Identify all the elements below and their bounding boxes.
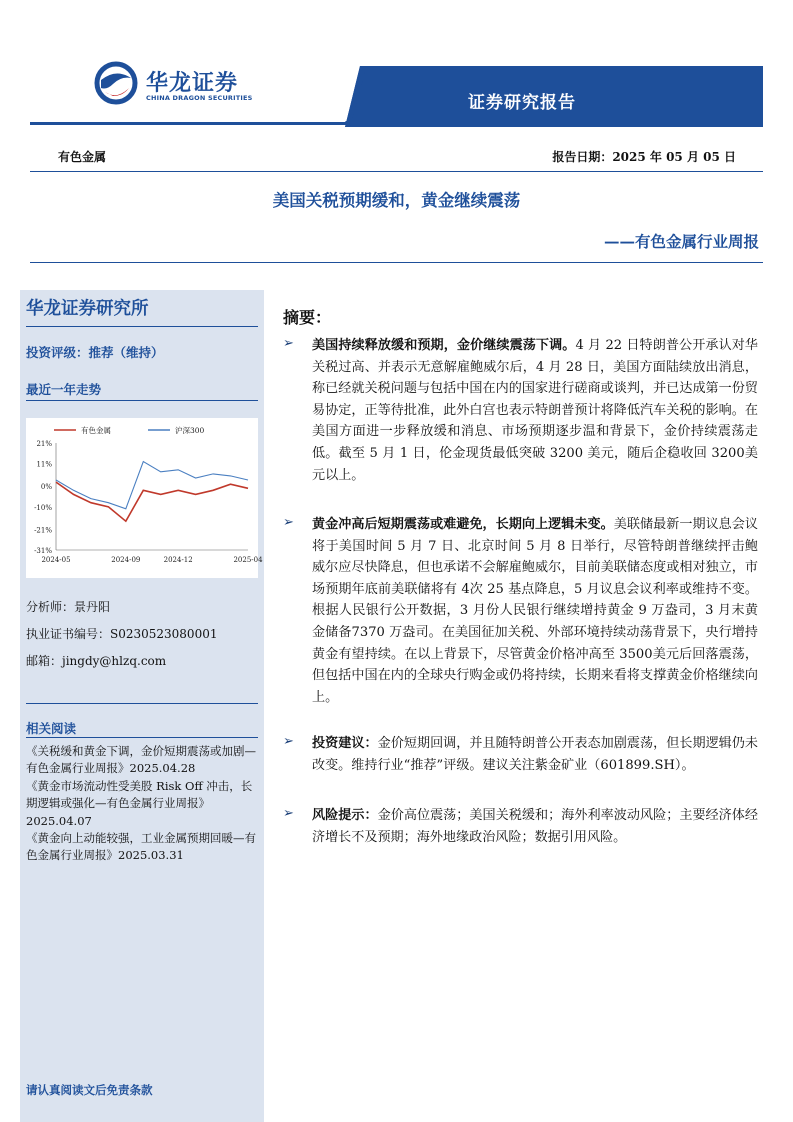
paragraph-line: 7370 万盎司。在美国征加关税、外部环境持续动荡背景下，央行 (351, 624, 732, 640)
summary-paragraph (312, 733, 758, 776)
paragraph-lead: 黄金冲高后短期震荡或难避免，长期向上逻辑未变。 (312, 517, 614, 532)
x-tick-label: 2025-04 (233, 556, 263, 564)
x-tick-label: 2024-05 (41, 556, 71, 564)
paragraph-line: 一期议息会议将于美国时间 5 月 7 日、北京时间 5 月 8 日举行， (312, 517, 759, 554)
paragraph-line: （601899.SH）。 (587, 757, 695, 773)
paragraph-line: 尔，目前美联储态度或相对独立，市场预期年底前美联储将有 4 (312, 560, 759, 597)
bullet-icon: ➢ (283, 734, 294, 749)
bullet-icon: ➢ (283, 806, 294, 821)
related-heading: 相关阅读 (26, 721, 77, 736)
divider (26, 326, 258, 327)
paragraph-line: 增持黄金有望持续。在以上背景下，尽管黄金价格冲高至 3500 (312, 624, 759, 662)
paragraph-line: 美元后回落震荡，但包括中国在内的全球央行购金或仍将持续， (312, 646, 759, 684)
paragraph-line: 次 25 基点降息，5 月议息会议利率或维持不变。根据人民银行公 (312, 581, 758, 619)
logo-english: CHINA DRAGON SECURITIES (146, 94, 253, 102)
institute-name: 华龙证券研究所 (26, 299, 149, 319)
paragraph-line: 长期来看将支撑黄金价格继续向上。 (312, 668, 759, 705)
paragraph-line: 美元以上。 (312, 445, 758, 483)
paragraph-line: 国方面陆续放出消息，称已经就关税问题与包括中国在内的国家 (312, 359, 759, 397)
paragraph-line: 步释放缓和消息、市场预期逐步温和背景下，金价持续震荡走低。 (312, 424, 759, 461)
sidebar (20, 290, 264, 1122)
related-item[interactable]: 《黄金向上动能较强，工业金属预期回暖—有色金属行业周报》2025.03.31 (26, 831, 256, 863)
paragraph-line: 尽管特朗普继续抨击鲍威尔应尽快降息，但也承诺不会解雇鲍威 (312, 538, 758, 576)
trend-heading: 最近一年走势 (26, 382, 102, 397)
divider (26, 703, 258, 704)
bullet-icon: ➢ (283, 336, 294, 351)
divider (26, 737, 258, 738)
paragraph-lead: 美国持续释放缓和预期，金价继续震荡下调。 (312, 338, 576, 353)
page-title: 美国关税预期缓和，黄金继续震荡 (272, 191, 521, 210)
paragraph-line: 4 月 22 日特朗普公 (575, 338, 693, 353)
analyst: 分析师：景丹阳 (26, 600, 111, 614)
paragraph-line: 白宫也表示特朗普预计将降低汽车关税的影响。在美国方面进一 (312, 402, 759, 440)
paragraph-line: 截至 5 月 1 日，伦金现货最低突破 3200 美元，随后企稳收回 3200 (338, 445, 745, 461)
paragraph-line: 进行磋商或谈判，并已达成第一份贸易协定，正等待批准，此外 (312, 381, 759, 418)
related-list (26, 743, 258, 865)
y-tick-label: -31% (34, 547, 52, 555)
summary-paragraph (312, 335, 758, 486)
page-subtitle: ——有色金属行业周报 (603, 232, 759, 251)
disclaimer-note: 请认真阅读文后免责条款 (26, 1083, 153, 1097)
y-tick-label: 11% (36, 460, 52, 469)
paragraph-line: 长期逻辑仍未改变。维持行业“推荐”评级。建议关注紫金矿业 (312, 736, 759, 773)
paragraph-line: 开数据，3 月份人民银行继续增持黄金 9 万盎司，3 月末黄金储备 (312, 603, 759, 640)
divider (30, 171, 763, 172)
divider (30, 262, 763, 263)
divider (26, 400, 258, 401)
paragraph-lead: 投资建议： (312, 736, 378, 751)
trend-chart (26, 418, 263, 578)
summary-label: 摘要： (283, 308, 332, 327)
related-item[interactable]: 《黄金市场流动性受美股 Risk Off 冲击，长期逻辑或强化—有色金属行业周报》2025.04.07 (26, 778, 253, 828)
sector-label: 有色金属 (58, 150, 107, 164)
related-item[interactable]: 《关税缓和黄金下调，金价短期震荡或加剧—有色金属行业周报》2025.04.28 (26, 744, 256, 776)
paragraph-line: 金价高位震荡；美国关税缓和；海外利率波动风险； (377, 808, 680, 823)
y-tick-label: 0% (40, 483, 52, 492)
paragraph-lead: 风险提示： (312, 808, 378, 823)
report-type (468, 88, 648, 113)
paragraph-line: 险。 (600, 829, 627, 845)
summary-paragraph (312, 514, 758, 708)
y-tick-label: -21% (34, 526, 52, 535)
x-tick-label: 2024-12 (163, 556, 193, 564)
report-date: 报告日期：2025 年 05 月 05 日 (552, 150, 736, 164)
investment-rating: 投资评级：推荐（维持） (26, 345, 164, 360)
logo-chinese: 华龙证券 (146, 71, 239, 96)
legend-label: 沪深300 (175, 426, 205, 435)
y-tick-label: 21% (36, 440, 52, 448)
paragraph-line: 开承认对华关税过高、并表示无意解雇鲍威尔后，4 月 28 日，美 (312, 338, 759, 375)
report-type-label: 证券研究报告 (468, 93, 576, 113)
bullet-icon: ➢ (283, 515, 294, 530)
y-tick-label: -10% (34, 503, 52, 512)
paragraph-line: 美联储最新 (613, 517, 680, 532)
logo-icon (95, 62, 137, 104)
summary-paragraph (312, 805, 758, 848)
paragraph-line: 主要经济体经济增长不及预期；海外地缘政治风险；数据引用风 (312, 808, 759, 845)
legend-label: 有色金属 (81, 426, 111, 435)
x-tick-label: 2024-09 (111, 556, 141, 564)
email: 邮箱：jingdy@hlzq.com (26, 654, 167, 668)
license-number: 执业证书编号：S0230523080001 (26, 627, 218, 641)
paragraph-line: 金价短期回调，并且随特朗普公开表态加剧震荡，但 (377, 736, 680, 751)
